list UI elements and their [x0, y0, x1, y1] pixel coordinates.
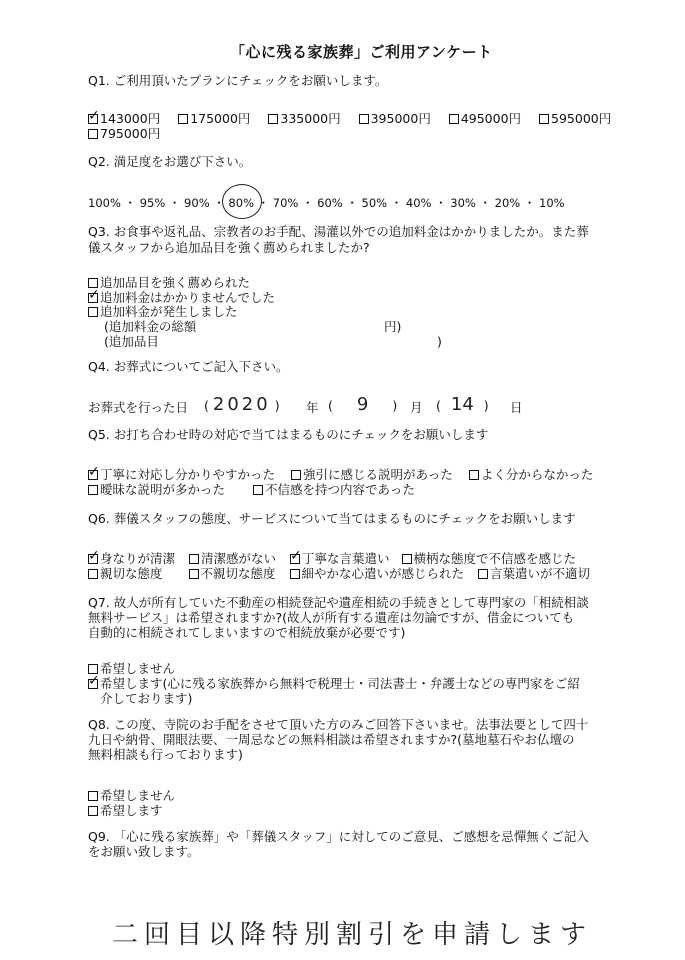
q1-option[interactable]: [88, 127, 160, 141]
q3-question-line2: 儀スタッフから追加品目を強く薦められましたか?: [88, 240, 370, 255]
q6-option-label: 不親切な態度: [200, 566, 276, 581]
q3-items-label: (追加品目: [104, 334, 159, 349]
q1-option-label: 143000円: [100, 111, 161, 126]
checkbox[interactable]: [88, 548, 100, 564]
q5-option[interactable]: [469, 468, 594, 482]
q5-option-label: 不信感を持つ内容であった: [265, 482, 415, 497]
q7-option-label: 希望しません: [100, 661, 176, 676]
q8-question-line2: 九日や納骨、開眼法要、一周忌などの無料相談は希望されますか?(墓地墓石やお仏壇の: [88, 732, 575, 747]
q1-option[interactable]: [178, 112, 250, 126]
checkbox[interactable]: [88, 108, 100, 124]
q1-option-label: 335000円: [280, 111, 341, 126]
check-mark-icon: ✓: [88, 287, 100, 303]
q5-option-label: 強引に感じる説明があった: [303, 467, 453, 482]
q8-option-label: 希望します: [100, 803, 163, 818]
q5-option-label: 丁寧に対応し分かりやすかった: [100, 467, 276, 482]
q3-option[interactable]: [88, 287, 276, 305]
q6-options-row1: [88, 548, 577, 566]
q3-items-suffix: ): [437, 334, 442, 349]
checkbox[interactable]: [88, 307, 98, 317]
checkbox[interactable]: [189, 569, 199, 579]
q7-option-label: 希望します(心に残る家族葬から無料で税理士・司法書士・弁護士などの専門家をご紹: [100, 676, 580, 691]
q1-question: Q1. ご利用頂いたプランにチェックをお願いします。: [88, 73, 388, 88]
survey-title: 「心に残る家族葬」ご利用アンケート: [230, 43, 493, 61]
check-mark-icon: ✓: [88, 108, 100, 124]
checkbox[interactable]: [189, 554, 199, 564]
q4-date-row: [88, 401, 188, 415]
q2-scale[interactable]: 100% ・ 95% ・ 90% ・ 80% ・ 70% ・ 60% ・ 50% ・ 40% ・ 30% ・ 20% ・ 10%: [88, 196, 565, 210]
q4-year-field[interactable]: ( 2020 ): [204, 394, 280, 415]
q7-question-line3: 自動的に相続されてしまいますので相続放棄が必要です): [88, 625, 406, 640]
q8-question-line1: Q8. この度、寺院のお手配をさせて頂いた方のみご回答下さいませ。法事法要として四十: [88, 717, 589, 732]
checkbox[interactable]: [178, 114, 188, 124]
q6-options-row2: [88, 567, 590, 581]
q6-option-label: 言葉遣いが不適切: [490, 566, 591, 581]
q4-month-suffix: 月: [410, 400, 423, 415]
q3-option-label: 追加料金はかかりませんでした: [100, 290, 276, 305]
checkbox[interactable]: [88, 129, 98, 139]
q9-answer[interactable]: 二回目以降特別割引を申請します: [112, 920, 593, 950]
q3-total-label: (追加料金の総額: [104, 319, 197, 334]
check-mark-icon: ✓: [290, 548, 302, 564]
checkbox[interactable]: [268, 114, 278, 124]
q5-option-label: よく分からなかった: [480, 467, 594, 482]
checkbox[interactable]: [290, 569, 300, 579]
q3-question-line1: Q3. お食事や返礼品、宗教者のお手配、湯灌以外での追加料金はかかりましたか。また葬: [88, 224, 589, 239]
q6-option-label: 清潔感がない: [201, 551, 277, 566]
q3-option-label: 追加料金が発生しました: [100, 304, 238, 319]
q1-option[interactable]: [539, 112, 611, 126]
q3-option[interactable]: [88, 276, 250, 290]
checkbox[interactable]: [402, 554, 412, 564]
checkbox[interactable]: [88, 569, 98, 579]
q8-option-label: 希望しません: [100, 788, 176, 803]
year-value: 2020: [212, 394, 271, 415]
q2-question: Q2. 満足度をお選び下さい。: [88, 154, 252, 169]
checkbox[interactable]: [88, 485, 98, 495]
q5-option[interactable]: [88, 483, 225, 497]
q6-option[interactable]: [290, 548, 390, 566]
q6-option-label: 身なりが清潔: [100, 551, 176, 566]
q5-option-label: 曖昧な説明が多かった: [100, 482, 226, 497]
q1-options-row2: [88, 127, 174, 141]
checkbox[interactable]: [469, 470, 479, 480]
q4-question: Q4. お葬式についてご記入下さい。: [88, 359, 289, 374]
check-mark-icon: ✓: [88, 673, 100, 689]
q6-option[interactable]: [402, 552, 577, 566]
selected-circle: [222, 184, 262, 219]
q1-option[interactable]: [268, 112, 340, 126]
checkbox[interactable]: [539, 114, 549, 124]
q6-option[interactable]: [189, 552, 276, 566]
q6-option[interactable]: [290, 567, 465, 581]
q6-option[interactable]: [88, 567, 163, 581]
q1-option-label: 795000円: [100, 126, 161, 141]
q3-option-label: 追加品目を強く薦められた: [100, 275, 251, 290]
q4-day-suffix: 日: [510, 400, 523, 415]
checkbox[interactable]: [88, 287, 100, 303]
q5-options-row1: [88, 464, 594, 482]
q4-year-suffix: 年: [306, 400, 319, 415]
q1-option-label: 395000円: [370, 111, 431, 126]
q9-question-line1: Q9. 「心に残る家族葬」や「葬儀スタッフ」に対してのご意見、ご感想を忌憚無くご記入: [88, 829, 589, 844]
q1-option[interactable]: [449, 112, 521, 126]
q4-date-label: お葬式を行った日: [88, 400, 189, 415]
checkbox[interactable]: [478, 569, 488, 579]
q9-question-line2: をお願い致します。: [88, 844, 200, 859]
checkbox[interactable]: [291, 470, 301, 480]
q1-option-label: 495000円: [460, 111, 522, 126]
q8-option-yes[interactable]: [88, 804, 163, 818]
month-value: 9: [356, 394, 369, 415]
q6-option[interactable]: [88, 548, 176, 566]
q4-month-field[interactable]: ( 9 ): [328, 394, 398, 415]
q7-option-yes-line2: 介しております): [100, 691, 193, 706]
q6-option-label: 細やかな心遣いが感じられた: [301, 566, 465, 581]
q1-option-label: 595000円: [551, 111, 612, 126]
day-value: 14: [450, 394, 474, 415]
q6-option[interactable]: [478, 567, 590, 581]
q6-question: Q6. 葬儀スタッフの態度、サービスについて当てはまるものにチェックをお願いします: [88, 511, 576, 526]
checkbox[interactable]: [449, 114, 459, 124]
q5-option[interactable]: [291, 468, 453, 482]
q5-question: Q5. お打ち合わせ時の対応で当てはまるものにチェックをお願いします: [88, 427, 489, 442]
checkbox[interactable]: [88, 464, 100, 480]
q8-option-no[interactable]: [88, 789, 175, 803]
q1-options-row1: [88, 108, 612, 126]
checkbox[interactable]: [290, 548, 302, 564]
check-mark-icon: ✓: [88, 464, 100, 480]
checkbox[interactable]: [88, 806, 98, 816]
q5-option[interactable]: [253, 483, 415, 497]
q3-total-suffix: 円): [384, 319, 402, 334]
q5-option[interactable]: [88, 464, 276, 482]
checkbox[interactable]: [359, 114, 369, 124]
q7-option-yes[interactable]: [88, 673, 580, 691]
q6-option-label: 丁寧な言葉遣い: [302, 551, 390, 566]
q7-option-no[interactable]: [88, 662, 175, 676]
q1-option[interactable]: [88, 108, 161, 126]
q8-question-line3: 無料相談も行っております): [88, 747, 243, 762]
q1-option-label: 175000円: [190, 111, 251, 126]
check-mark-icon: ✓: [88, 548, 100, 564]
checkbox[interactable]: [253, 485, 263, 495]
q6-option[interactable]: [189, 567, 276, 581]
checkbox[interactable]: [88, 791, 98, 801]
q6-option-label: 横柄な態度で不信感を感じた: [413, 551, 577, 566]
checkbox[interactable]: [88, 673, 100, 689]
q1-option[interactable]: [359, 112, 431, 126]
q5-options-row2: [88, 483, 429, 497]
q4-day-field[interactable]: ( 14 ): [436, 394, 489, 415]
q7-question-line1: Q7. 故人が所有していた不動産の相続登記や遺産相続の手続きとして専門家の「相続相談: [88, 595, 589, 610]
q7-question-line2: 無料サービス」は希望されますか?(故人が所有する遺産は勿論ですが、借金についても: [88, 610, 575, 625]
q3-option[interactable]: [88, 305, 238, 319]
q6-option-label: 親切な態度: [100, 566, 163, 581]
